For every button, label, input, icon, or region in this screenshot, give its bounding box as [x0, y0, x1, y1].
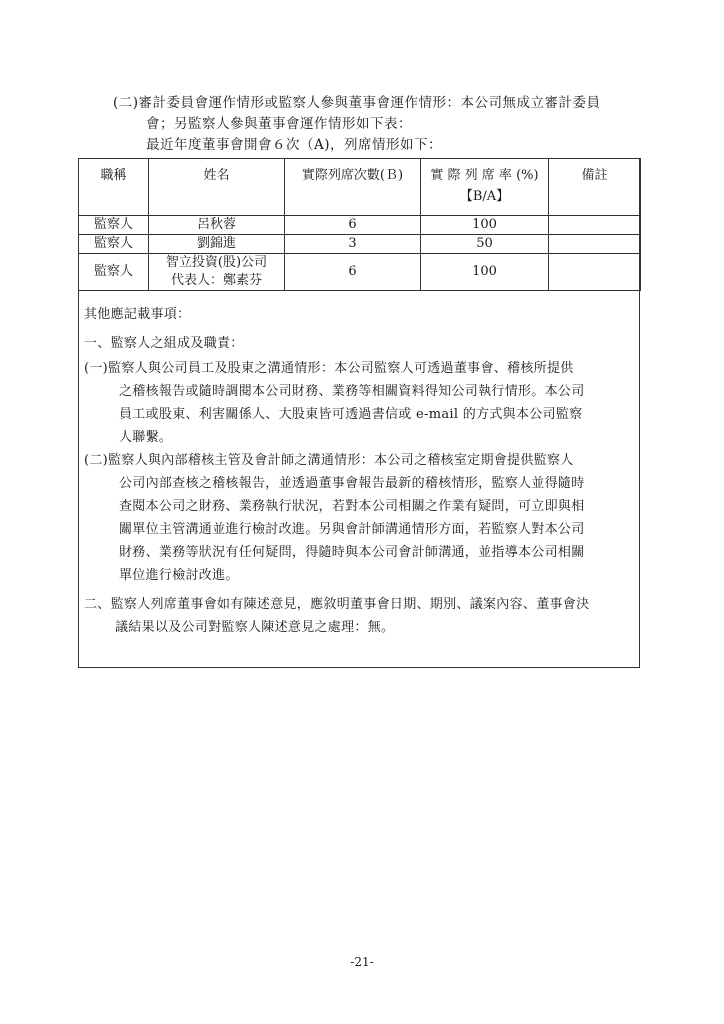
table-row	[79, 254, 641, 291]
row-remark	[549, 216, 641, 235]
header-remark: 備註	[549, 159, 641, 216]
row-name	[149, 254, 285, 291]
row-title: 監察人	[79, 254, 149, 291]
row-attended: 6	[285, 254, 421, 291]
header-rate-line1: 實 際 列 席 率 (%)	[430, 168, 539, 183]
row-rate: 50	[421, 235, 549, 254]
row-attended: 3	[285, 235, 421, 254]
page-number: -21-	[350, 955, 374, 969]
s1-p2-line: 關單位主管溝通並進行檢討改進。另與會計師溝通情形方面，若監察人對本公司	[119, 522, 585, 537]
row-remark	[549, 254, 641, 291]
row-name-line2: 代表人：鄭素芬	[170, 273, 262, 288]
header-title: 職稱	[79, 159, 149, 216]
header-rate	[421, 159, 549, 216]
row-remark	[549, 235, 641, 254]
row-title: 監察人	[79, 216, 149, 235]
s1-p2-line: 單位進行檢討改進。	[119, 568, 239, 583]
row-name: 劉錦進	[149, 235, 285, 254]
s2-line: 二、監察人列席董事會如有陳述意見，應敘明董事會日期、期別、議案內容、董事會決	[84, 597, 590, 612]
s1-p2-line: 查閱本公司之財務、業務執行狀況，若對本公司相關之作業有疑問，可立即與相	[119, 499, 585, 514]
s1-p1-line: 人聯繫。	[119, 430, 173, 445]
table-header-row	[79, 159, 641, 216]
s1-p1-line: 之稽核報告或隨時調閱本公司財務、業務等相關資料得知公司執行情形。本公司	[119, 384, 585, 399]
row-attended: 6	[285, 216, 421, 235]
section-1-title: 一、監察人之組成及職責：	[84, 336, 244, 351]
notes-heading: 其他應記載事項：	[84, 307, 191, 322]
intro-line-1: (二)審計委員會運作情形或監察人參與董事會運作情形：本公司無成立審計委員	[113, 95, 601, 111]
intro-line-3: 最近年度董事會開會６次（A)，列席情形如下：	[146, 137, 443, 153]
header-rate-line2: 【B/A】	[459, 189, 510, 204]
row-rate: 100	[421, 254, 549, 291]
row-title: 監察人	[79, 235, 149, 254]
row-name: 呂秋蓉	[149, 216, 285, 235]
intro-line-2: 會；另監察人參與董事會運作情形如下表：	[146, 116, 412, 132]
s2-line: 議結果以及公司對監察人陳述意見之處理：無。	[115, 620, 395, 635]
header-name: 姓名	[149, 159, 285, 216]
header-attended: 實際列席次數(Ｂ)	[285, 159, 421, 216]
row-rate: 100	[421, 216, 549, 235]
table-row	[79, 216, 641, 235]
table-row	[79, 235, 641, 254]
s1-p2-line: (二)監察人與內部稽核主管及會計師之溝通情形：本公司之稽核室定期會提供監察人	[84, 453, 574, 468]
s1-p2-line: 公司內部查核之稽核報告，並透過董事會報告最新的稽核情形，監察人並得隨時	[119, 476, 585, 491]
attendance-table	[78, 158, 641, 291]
s1-p2-line: 財務、業務等狀況有任何疑問，得隨時與本公司會計師溝通，並指導本公司相關	[119, 545, 585, 560]
s1-p1-line: (一)監察人與公司員工及股東之溝通情形：本公司監察人可透過董事會、稽核所提供	[84, 361, 574, 376]
s1-p1-line: 員工或股東、利害關係人、大股東皆可透過書信或 e-mail 的方式與本公司監察	[119, 407, 583, 422]
row-name-line1: 智立投資(股)公司	[165, 255, 268, 270]
